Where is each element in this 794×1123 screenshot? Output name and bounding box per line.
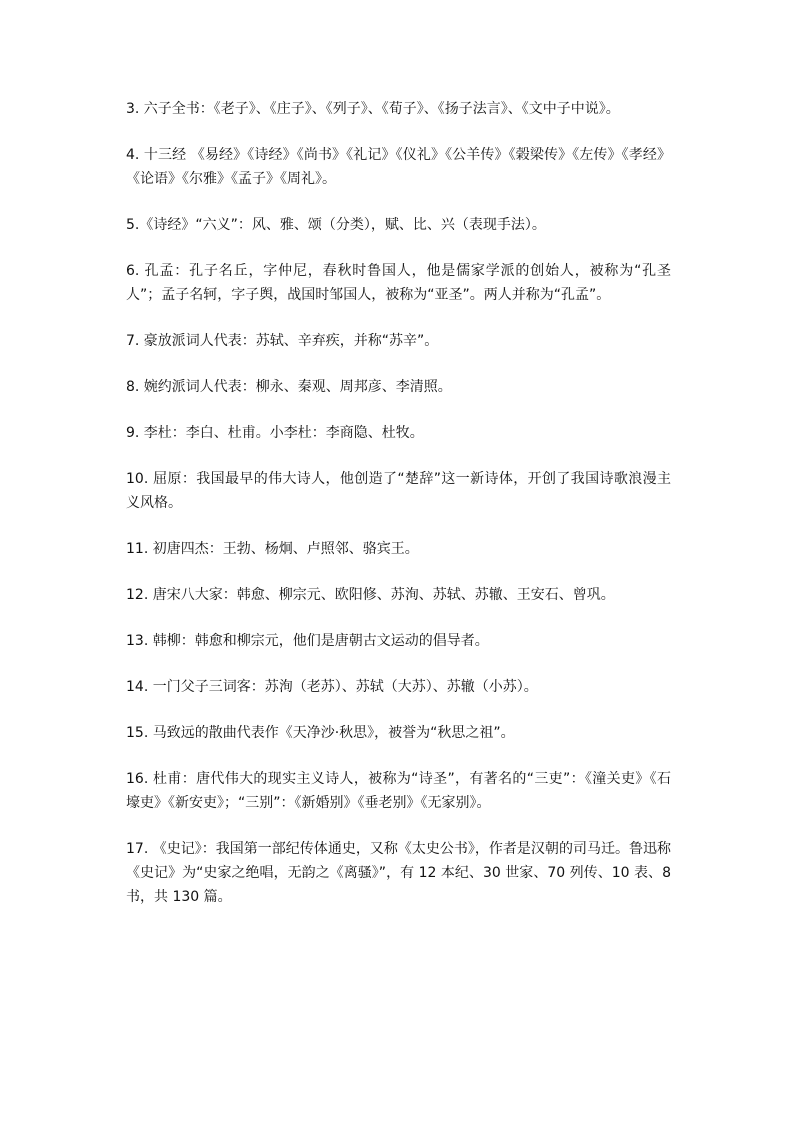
- list-item-4: 4. 十三经 《易经》《诗经》《尚书》《礼记》《仪礼》《公羊传》《榖梁传》《左传》《孝经》《论语》《尔雅》《孟子》《周礼》。: [126, 147, 671, 187]
- list-item-5: 5.《诗经》“六义”：风、雅、颂（分类），赋、比、兴（表现手法）。: [126, 217, 546, 233]
- list-item-13: 13. 韩柳：韩愈和柳宗元，他们是唐朝古文运动的倡导者。: [126, 633, 489, 649]
- list-item-6: 6. 孔孟：孔子名丘，字仲尼，春秋时鲁国人，他是儒家学派的创始人，被称为“孔圣人”；孟子名轲，字子舆，战国时邹国人，被称为“亚圣”。两人并称为“孔孟”。: [126, 263, 671, 303]
- list-item-14: 14. 一门父子三词客：苏洵（老苏）、苏轼（大苏）、苏辙（小苏）。: [126, 679, 538, 695]
- list-item-10: 10. 屈原：我国最早的伟大诗人，他创造了“楚辞”这一新诗体，开创了我国诗歌浪漫主义风格。: [126, 471, 671, 511]
- list-item-9: 9. 李杜：李白、杜甫。小李杜：李商隐、杜牧。: [126, 425, 424, 441]
- list-item-16: 16. 杜甫：唐代伟大的现实主义诗人，被称为“诗圣”，有著名的“三吏”：《潼关吏》《石壕吏》《新安吏》；“三别”：《新婚别》《垂老别》《无家别》。: [126, 771, 671, 811]
- list-item-12: 12. 唐宋八大家：韩愈、柳宗元、欧阳修、苏洵、苏轼、苏辙、王安石、曾巩。: [126, 587, 615, 603]
- list-item-15: 15. 马致远的散曲代表作《天净沙·秋思》，被誉为“秋思之祖”。: [126, 725, 515, 741]
- document-body: [126, 97, 671, 931]
- list-item-11: 11. 初唐四杰：王勃、杨炯、卢照邻、骆宾王。: [126, 541, 419, 557]
- list-item-17: 17. 《史记》：我国第一部纪传体通史，又称《太史公书》，作者是汉朝的司马迁。鲁迅称《史记》为“史家之绝唱，无韵之《离骚》”，有 12 本纪、30 世家、70 列传、10 表、8 书，共 130 篇。: [126, 841, 671, 905]
- list-item-7: 7. 豪放派词人代表：苏轼、辛弃疾，并称“苏辛”。: [126, 333, 439, 349]
- list-item-8: 8. 婉约派词人代表：柳永、秦观、周邦彦、李清照。: [126, 379, 452, 395]
- list-item-3: 3. 六子全书：《老子》、《庄子》、《列子》、《荀子》、《扬子法言》、《文中子中说》。: [126, 101, 620, 117]
